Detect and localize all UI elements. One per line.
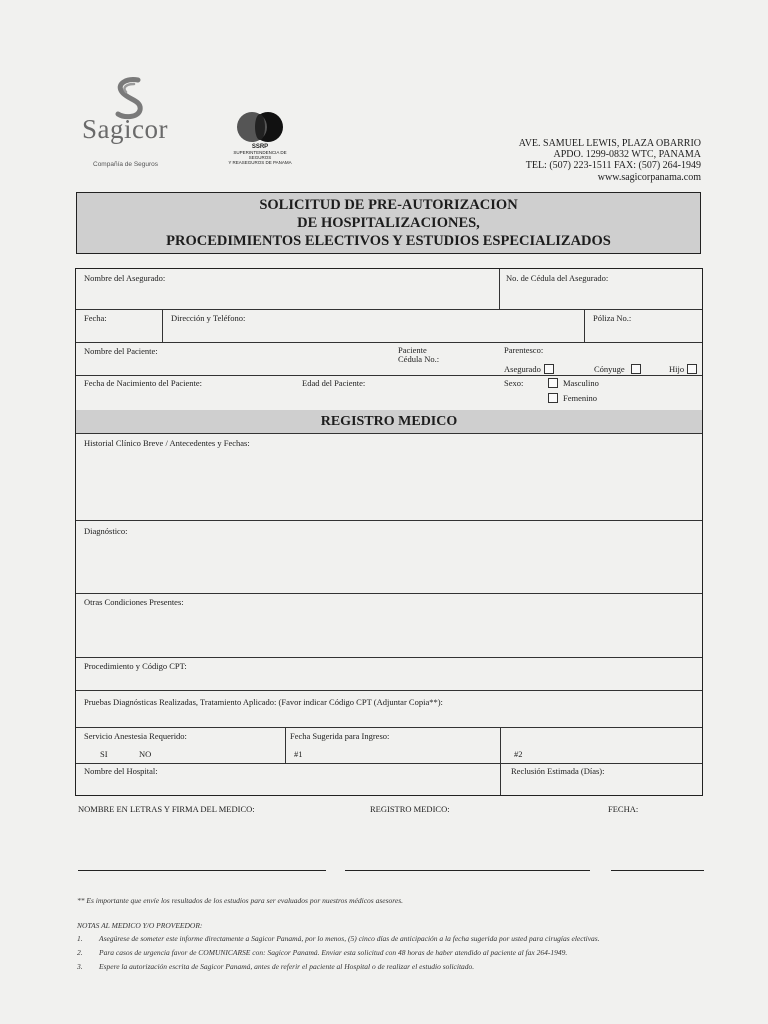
anesthesia-no-option[interactable]: NO (139, 749, 152, 759)
medical-registry-line[interactable] (345, 870, 590, 871)
relationship-label: Parentesco: (504, 345, 544, 355)
signature-date-line[interactable] (611, 870, 704, 871)
admission-date-2[interactable]: #2 (514, 749, 523, 759)
title-line1: SOLICITUD DE PRE-AUTORIZACION (259, 197, 518, 213)
company-subtitle: Compañía de Seguros (93, 161, 159, 168)
address-line: APDO. 1299-0832 WTC, PANAMA (553, 149, 701, 161)
regulator-line1: SUPERINTENDENCIA DE SEGUROS (233, 150, 287, 160)
note-item: Asegúrese de someter este informe directamente a Sagicor Panamá, por lo menos, (5) cinco días de anticipación a la fecha sugerida por usted para cirugías electivas. (99, 934, 600, 943)
medical-registry-label: REGISTRO MEDICO: (370, 804, 450, 814)
note-number: 1. (77, 934, 83, 943)
patient-age-field[interactable]: Edad del Paciente: (302, 378, 366, 388)
anesthesia-field[interactable]: Servicio Anestesia Requerido: (84, 731, 187, 741)
regulator-abbr: SSRP (251, 144, 269, 150)
patient-label: Paciente (398, 345, 427, 355)
female-checkbox[interactable] (548, 393, 558, 403)
diagnosis-field[interactable]: Diagnóstico: (84, 526, 128, 536)
other-conditions-field[interactable]: Otras Condiciones Presentes: (84, 597, 184, 607)
note-item: Para casos de urgencia favor de COMUNICARSE con: Sagicor Panamá. Enviar esta solicitud con 48 horas de haber atendido al paciente al fax 264-1949. (99, 948, 568, 957)
physician-signature-line[interactable] (78, 870, 326, 871)
note-number: 3. (77, 962, 83, 971)
note-number: 2. (77, 948, 83, 957)
website-line: www.sagicorpanama.com (597, 171, 701, 183)
clinical-history-field[interactable]: Historial Clínico Breve / Antecedentes y Fechas: (84, 438, 250, 448)
signature-date-label: FECHA: (608, 804, 639, 814)
birth-date-field[interactable]: Fecha de Nacimiento del Paciente: (84, 378, 203, 388)
regulator-line2: Y REASEGUROS DE PANAMA (228, 160, 292, 165)
child-checkbox[interactable] (687, 364, 697, 374)
admission-date-field[interactable]: Fecha Sugerida para Ingreso: (290, 731, 390, 741)
insured-option-label: Asegurado (504, 364, 541, 374)
insured-id-field[interactable]: No. de Cédula del Asegurado: (506, 273, 609, 283)
title-line3: PROCEDIMIENTOS ELECTIVOS Y ESTUDIOS ESPECIALIZADOS (166, 233, 611, 249)
child-option-label: Hijo (669, 364, 685, 374)
spouse-checkbox[interactable] (631, 364, 641, 374)
medical-record-heading: REGISTRO MEDICO (76, 410, 702, 434)
insured-checkbox[interactable] (544, 364, 554, 374)
notes-heading: NOTAS AL MEDICO Y/O PROVEEDOR: (77, 921, 203, 930)
policy-number-field[interactable]: Póliza No.: (593, 313, 632, 323)
diagnostic-tests-field[interactable]: Pruebas Diagnósticas Realizadas, Tratamiento Aplicado: (Favor indicar Código CPT (Adjuntar Copia**): (84, 697, 443, 707)
patient-id-field[interactable]: Cédula No.: (398, 354, 440, 364)
female-option-label: Femenino (563, 393, 597, 403)
address-line: TEL: (507) 223-1511 FAX: (507) 264-1949 (525, 160, 701, 172)
form-title (76, 192, 701, 254)
insured-name-field[interactable]: Nombre del Asegurado: (84, 273, 166, 283)
patient-name-field[interactable]: Nombre del Paciente: (84, 346, 158, 356)
male-checkbox[interactable] (548, 378, 558, 388)
estimated-stay-field[interactable]: Reclusión Estimada (Días): (511, 766, 605, 776)
hospital-name-field[interactable]: Nombre del Hospital: (84, 766, 158, 776)
company-address (519, 138, 701, 183)
procedure-cpt-field[interactable]: Procedimiento y Código CPT: (84, 661, 187, 671)
sex-label: Sexo: (504, 378, 524, 388)
physician-signature-label: NOMBRE EN LETRAS Y FIRMA DEL MEDICO: (78, 804, 255, 814)
address-phone-field[interactable]: Dirección y Teléfono: (171, 313, 246, 323)
date-field[interactable]: Fecha: (84, 313, 107, 323)
male-option-label: Masculino (563, 378, 599, 388)
admission-date-1[interactable]: #1 (294, 749, 303, 759)
regulator-label (226, 145, 294, 165)
title-line2: DE HOSPITALIZACIONES, (297, 215, 480, 231)
anesthesia-yes-option[interactable]: SI (100, 749, 108, 759)
note-item: Espere la autorización escrita de Sagicor Panamá, antes de referir el paciente al Hospital o de realizar el estudio solicitado. (99, 962, 475, 971)
ssrp-logo-icon (234, 111, 284, 143)
company-name: Sagicor (82, 114, 168, 144)
spouse-option-label: Cónyuge (594, 364, 625, 374)
pre-authorization-form (75, 268, 703, 796)
results-footnote: ** Es importante que envíe los resultados de los estudios para ser evaluados por nuestros médicos asesores. (77, 896, 404, 905)
address-line: AVE. SAMUEL LEWIS, PLAZA OBARRIO (518, 138, 701, 149)
